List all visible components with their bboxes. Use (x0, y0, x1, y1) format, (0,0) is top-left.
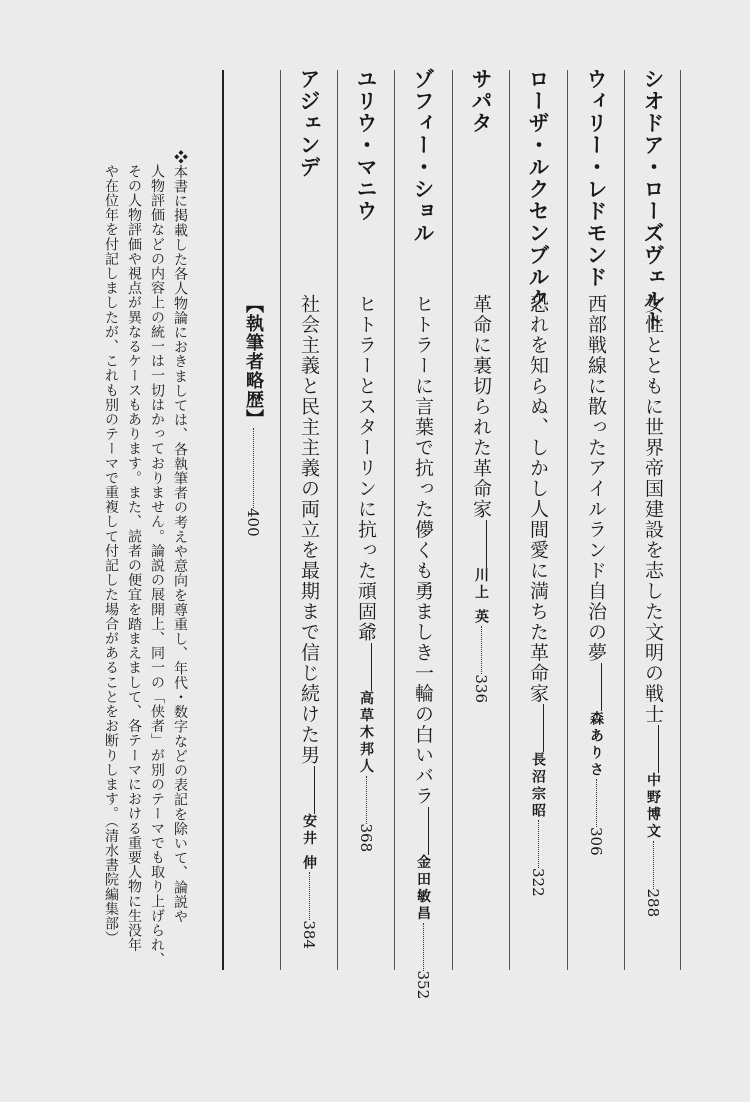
entry-subtitle: 西部戦線に散ったアイルランド自治の夢 (585, 294, 607, 663)
entry-line (640, 294, 667, 917)
entry-page: 352 (414, 970, 432, 1000)
leader-dots (653, 841, 654, 889)
entry-subtitle: 恐れを知らぬ、しかし人間愛に満ちた革命家 (527, 294, 549, 704)
entry-author: 長沼宗昭 (530, 752, 546, 820)
entry-page: 368 (357, 823, 375, 853)
leader-dots (309, 872, 310, 920)
entry-page: 322 (529, 868, 547, 897)
column-divider (680, 70, 681, 970)
entry-line (410, 294, 437, 999)
entry-subtitle: ヒトラーに言葉で抗った儚くも勇ましき一輪の白いバラ (412, 294, 434, 807)
column-divider (509, 70, 510, 970)
leader-dots (253, 428, 254, 508)
editorial-note-line: 人物評価などの内容上の統一は一切はかっておりません。論説の展開上、同一の「侠者」が別のテーマでも取り上げられ、 (149, 164, 165, 967)
section-divider (222, 70, 224, 970)
leader-dots (423, 923, 424, 971)
em-dash (658, 725, 659, 773)
entry-author: 金田敏昌 (415, 854, 431, 923)
leader-dots (596, 779, 597, 827)
editorial-note-line: や在位年を付記しましたが、これも別のテーマで重複して付記した場合があることをお断りします。（清水書院編集部） (103, 164, 119, 946)
em-dash (601, 663, 602, 711)
entry-name: アジェンデ (297, 68, 321, 178)
em-dash (314, 766, 315, 814)
entry-author: 川上 英 (473, 567, 489, 627)
profile-label: 【執筆者略歴】 (243, 295, 264, 428)
column-divider (567, 70, 568, 970)
column-divider (280, 70, 281, 970)
entry-name: ローザ・ルクセンブルク (526, 68, 550, 310)
entry-subtitle: ヒトラーとスターリンに抗った頑固爺 (355, 294, 377, 643)
em-dash (543, 704, 544, 752)
entry-line (583, 294, 610, 856)
em-dash (486, 520, 487, 568)
entry-page: 336 (472, 674, 490, 704)
entry-author: 高草木邦人 (358, 690, 374, 776)
entry-page: 288 (644, 888, 662, 918)
entry-line (353, 294, 380, 852)
column-divider (337, 70, 338, 970)
entry-name: サパタ (469, 68, 493, 134)
leader-dots (481, 626, 482, 674)
entry-name: ユリウ・マニウ (354, 68, 378, 222)
leader-dots (538, 820, 539, 868)
entry-author: 森ありさ (588, 711, 604, 779)
entry-line (296, 294, 323, 949)
entry-line (468, 294, 495, 703)
entry-subtitle: 革命に裏切られた革命家 (470, 294, 492, 520)
entry-name: ウィリー・レドモンド (584, 68, 608, 288)
editorial-note-line: ❖本書に掲載した各人物論におきましては、各執筆者の考えや意向を尊重し、年代・数字などの表記を除いて、論説や (172, 150, 188, 924)
column-divider (624, 70, 625, 970)
entry-name: ゾフィー・ショル (411, 68, 435, 244)
entry-author: 安井 伸 (301, 813, 317, 873)
editorial-note-line: その人物評価や視点が異なるケースもあります。また、読者の便宜を踏まえまして、各テーマにおける重要人物に生没年 (126, 164, 142, 953)
entry-line (525, 294, 552, 897)
em-dash (371, 643, 372, 691)
entry-author: 中野博文 (645, 772, 661, 841)
profile-page: 400 (244, 508, 262, 537)
leader-dots (366, 776, 367, 824)
entry-subtitle: 社会主義と民主主義の両立を最期まで信じ続けた男 (298, 294, 320, 766)
profile-line (240, 295, 266, 537)
entry-page: 384 (300, 920, 318, 950)
column-divider (394, 70, 395, 970)
column-divider (452, 70, 453, 970)
entry-subtitle: 女性とともに世界帝国建設を志した文明の戦士 (642, 294, 664, 725)
em-dash (428, 807, 429, 855)
entry-page: 306 (587, 827, 605, 856)
entry-name: シオドア・ローズヴェルト (641, 68, 665, 332)
